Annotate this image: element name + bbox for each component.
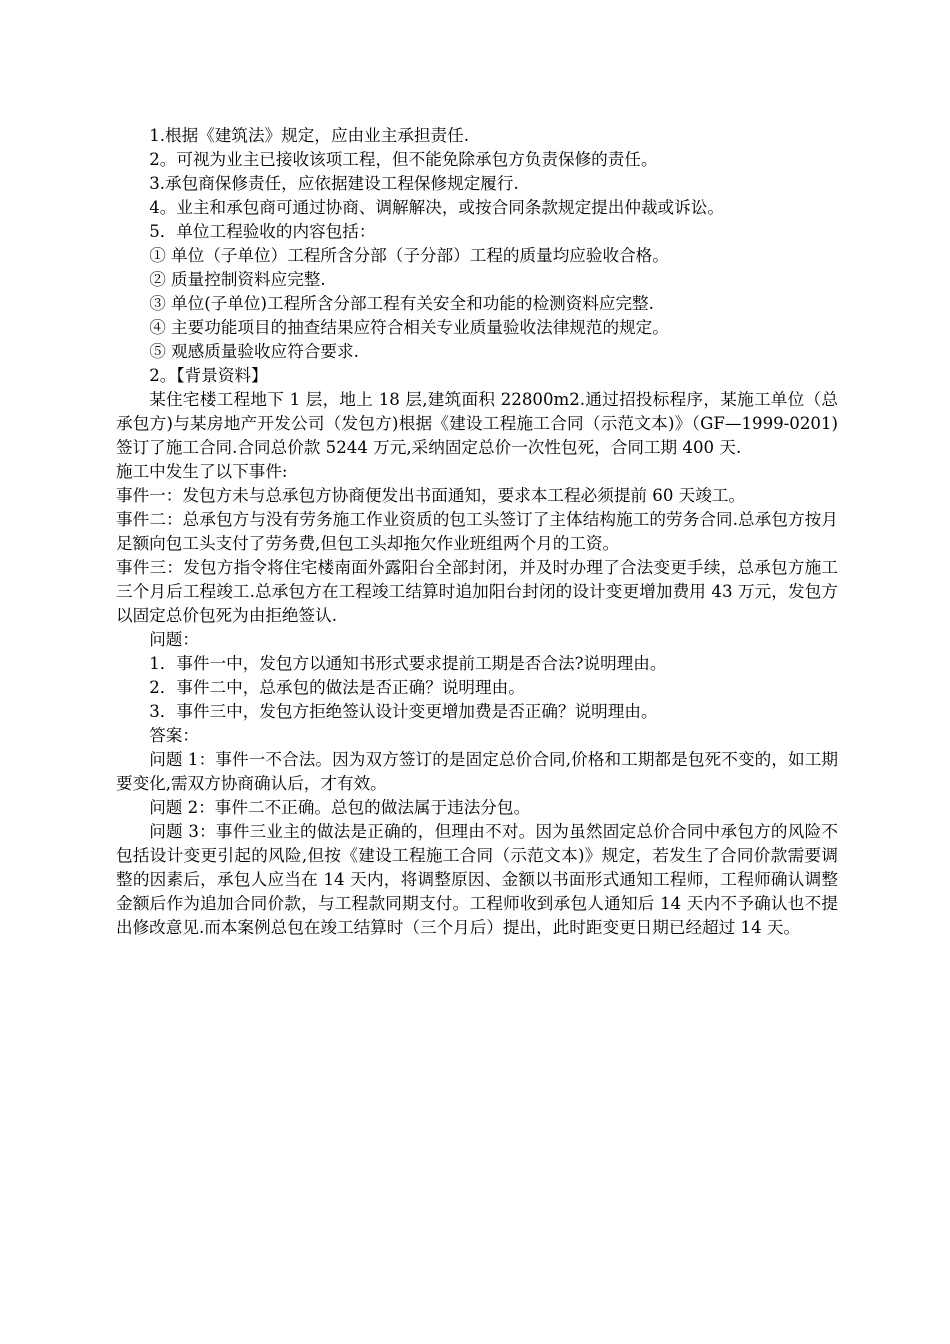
document-body — [116, 124, 838, 940]
answer-item-3: 3.承包商保修责任，应依据建设工程保修规定履行. — [149, 174, 519, 193]
event-3: 事件三：发包方指令将住宅楼南面外露阳台全部封闭，并及时办理了合法变更手续，总承包方施工三个月后工程竣工.总承包方在工程竣工结算时追加阳台封闭的设计变更增加费用 43 万元，发包方以固定总价包死为由拒绝签认. — [116, 558, 838, 625]
acceptance-item-4: ④ 主要功能项目的抽查结果应符合相关专业质量验收法律规范的规定。 — [149, 318, 669, 337]
answer-question-3: 问题 3：事件三业主的做法是正确的，但理由不对。因为虽然固定总价合同中承包方的风险不包括设计变更引起的风险,但按《建设工程施工合同（示范文本)》规定，若发生了合同价款需要调整的因素后，承包人应当在 14 天内，将调整原因、金额以书面形式通知工程师，工程师确认调整金额后作为追加合同价款，与工程款同期支付。工程师收到承包人通知后 14 天内不予确认也不提出修改意见.而本案例总包在竣工结算时（三个月后）提出，此时距变更日期已经超过 14 天。 — [116, 822, 838, 937]
acceptance-item-1: ① 单位（子单位）工程所含分部（子分部）工程的质量均应验收合格。 — [149, 246, 669, 265]
acceptance-item-2: ② 质量控制资料应完整. — [149, 270, 326, 289]
events-intro: 施工中发生了以下事件: — [116, 462, 288, 481]
answer-question-2: 问题 2：事件二不正确。总包的做法属于违法分包。 — [149, 798, 531, 817]
answer-item-4: 4。业主和承包商可通过协商、调解解决，或按合同条款规定提出仲裁或诉讼。 — [149, 198, 724, 217]
questions-heading: 问题： — [149, 630, 199, 649]
question-3: 3．事件三中，发包方拒绝签认设计变更增加费是否正确？说明理由。 — [149, 702, 658, 721]
acceptance-item-3: ③ 单位(子单位)工程所含分部工程有关安全和功能的检测资料应完整. — [149, 294, 654, 313]
answer-question-1: 问题 1：事件一不合法。因为双方签订的是固定总价合同,价格和工期都是包死不变的，如工期要变化,需双方协商确认后，才有效。 — [116, 750, 838, 793]
answer-item-2: 2。可视为业主已接收该项工程，但不能免除承包方负责保修的责任。 — [149, 150, 658, 169]
acceptance-item-5: ⑤ 观感质量验收应符合要求. — [149, 342, 359, 361]
answers-heading: 答案： — [149, 726, 199, 745]
question-1: 1．事件一中，发包方以通知书形式要求提前工期是否合法?说明理由。 — [149, 654, 667, 673]
event-1: 事件一：发包方未与总承包方协商便发出书面通知，要求本工程必须提前 60 天竣工。 — [116, 486, 746, 505]
event-2: 事件二：总承包方与没有劳务施工作业资质的包工头签订了主体结构施工的劳务合同.总承包方按月足额向包工头支付了劳务费,但包工头却拖欠作业班组两个月的工资。 — [116, 510, 838, 553]
answer-item-1: 1.根据《建筑法》规定，应由业主承担责任. — [149, 126, 469, 145]
background-paragraph: 某住宅楼工程地下 1 层，地上 18 层,建筑面积 22800m2.通过招投标程序，某施工单位（总承包方)与某房地产开发公司（发包方)根据《建设工程施工合同（示范文本)》（GF—1999-0201)签订了施工合同.合同总价款 5244 万元,采纳固定总价一次性包死，合同工期 400 天. — [116, 390, 838, 457]
answer-item-5: 5．单位工程验收的内容包括： — [149, 222, 376, 241]
question-2: 2．事件二中，总承包的做法是否正确？说明理由。 — [149, 678, 525, 697]
section-heading-background: 2。【背景资料】 — [149, 366, 268, 385]
